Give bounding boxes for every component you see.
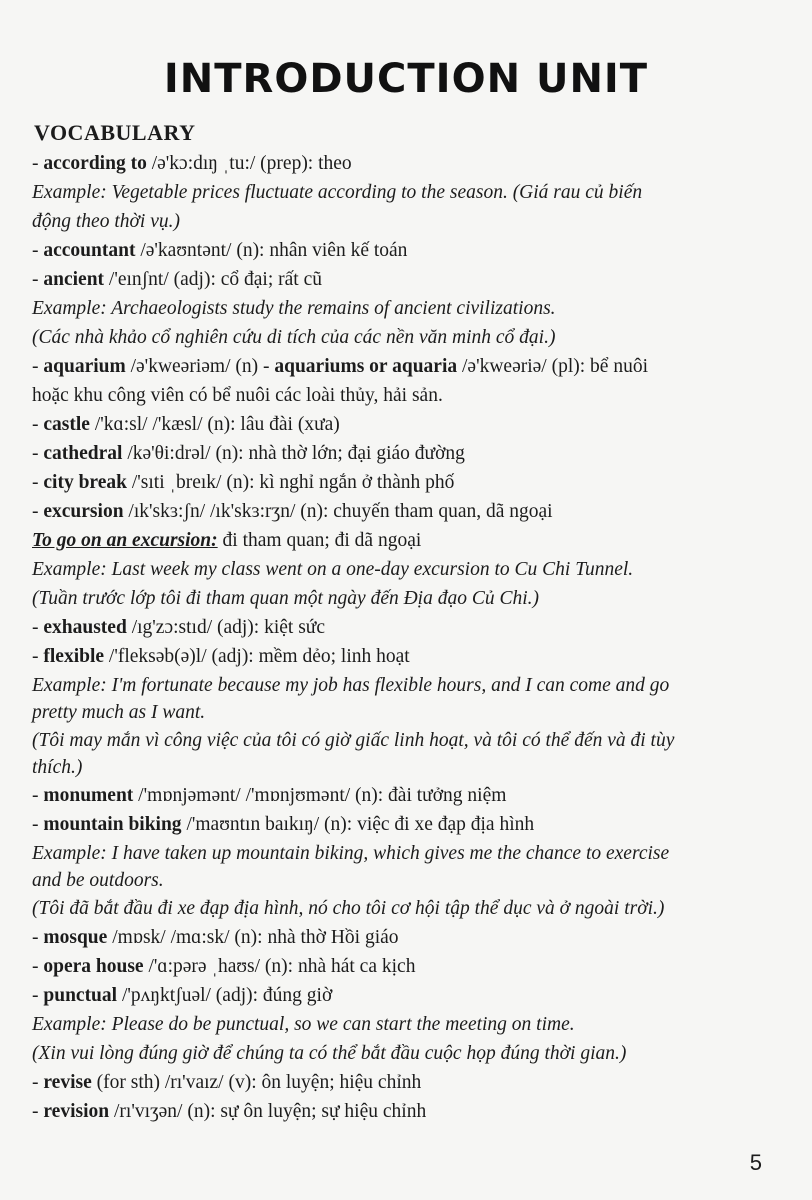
phrase-go-on-excursion: To go on an excursion: đi tham quan; đi dã ngoại	[32, 530, 422, 551]
translation-line: thích.)	[32, 757, 83, 778]
entry-cathedral: - cathedral /kə'θi:drəl/ (n): nhà thờ lớn; đại giáo đường	[32, 443, 465, 464]
entry-city-break: - city break /'sıti ˌbreık/ (n): kì nghỉ ngắn ở thành phố	[32, 472, 455, 493]
example-line: Example: Please do be punctual, so we can start the meeting on time.	[32, 1014, 575, 1035]
translation-line: (Xin vui lòng đúng giờ để chúng ta có thể bắt đầu cuộc họp đúng thời gian.)	[32, 1043, 627, 1064]
example-line: pretty much as I want.	[32, 702, 206, 723]
entry-revision: - revision /rı'vıʒən/ (n): sự ôn luyện; sự hiệu chỉnh	[32, 1101, 427, 1122]
entry-punctual: - punctual /'pʌŋktʃuəl/ (adj): đúng giờ	[32, 985, 333, 1006]
entry-exhausted: - exhausted /ıg'zɔ:stıd/ (adj): kiệt sức	[32, 617, 326, 638]
entry-mosque: - mosque /mɒsk/ /mɑ:sk/ (n): nhà thờ Hồi giáo	[32, 927, 399, 948]
entry-mountain-biking: - mountain biking /'maʊntın baıkıŋ/ (n): việc đi xe đạp địa hình	[32, 814, 535, 835]
example-line: động theo thời vụ.)	[32, 211, 180, 232]
page-title: INTRODUCTION UNIT	[163, 56, 649, 102]
section-heading: VOCABULARY	[34, 120, 196, 145]
example-line: Example: I'm fortunate because my job has flexible hours, and I can come and go	[32, 675, 670, 696]
example-line: Example: Archaeologists study the remains of ancient civilizations.	[32, 298, 556, 319]
example-line: Example: Vegetable prices fluctuate according to the season. (Giá rau củ biến	[32, 182, 643, 203]
entry-aquarium: - aquarium /ə'kweəriəm/ (n) - aquariums or aquaria /ə'kweəriə/ (pl): bể nuôi	[32, 356, 648, 377]
translation-line: (Tôi đã bắt đầu đi xe đạp địa hình, nó cho tôi cơ hội tập thể dục và ở ngoài trời.)	[32, 898, 665, 919]
entry-flexible: - flexible /'fleksəb(ə)l/ (adj): mềm dẻo; linh hoạt	[32, 646, 410, 667]
entry-ancient: - ancient /'eınʃnt/ (adj): cổ đại; rất cũ	[32, 269, 322, 290]
translation-line: (Tôi may mắn vì công việc của tôi có giờ giấc linh hoạt, và tôi có thể đến và đi tùy	[32, 730, 675, 751]
entry-accountant: - accountant /ə'kaʊntənt/ (n): nhân viên kế toán	[32, 240, 408, 261]
vocabulary-list	[32, 149, 777, 1126]
translation-line: (Các nhà khảo cổ nghiên cứu di tích của các nền văn minh cổ đại.)	[32, 327, 556, 348]
entry-continuation: hoặc khu công viên có bể nuôi các loài thủy, hải sản.	[32, 385, 443, 406]
entry-opera-house: - opera house /'ɑ:pərə ˌhaʊs/ (n): nhà hát ca kịch	[32, 956, 416, 977]
translation-line: (Tuần trước lớp tôi đi tham quan một ngày đến Địa đạo Củ Chi.)	[32, 588, 540, 609]
entry-revise: - revise (for sth) /rı'vaız/ (v): ôn luyện; hiệu chỉnh	[32, 1072, 422, 1093]
entry-castle: - castle /'kɑ:sl/ /'kæsl/ (n): lâu đài (xưa)	[32, 414, 340, 435]
entry-monument: - monument /'mɒnjəmənt/ /'mɒnjʊmənt/ (n): đài tưởng niệm	[32, 785, 507, 806]
entry-excursion: - excursion /ık'skɜ:ʃn/ /ık'skɜ:rʒn/ (n): chuyến tham quan, dã ngoại	[32, 501, 553, 522]
example-line: and be outdoors.	[32, 870, 164, 891]
example-line: Example: I have taken up mountain biking, which gives me the chance to exercise	[32, 843, 670, 864]
page-number: 5	[749, 1150, 762, 1175]
entry-according-to: - according to /ə'kɔ:dıŋ ˌtu:/ (prep): theo	[32, 153, 352, 174]
example-line: Example: Last week my class went on a one-day excursion to Cu Chi Tunnel.	[32, 559, 634, 580]
